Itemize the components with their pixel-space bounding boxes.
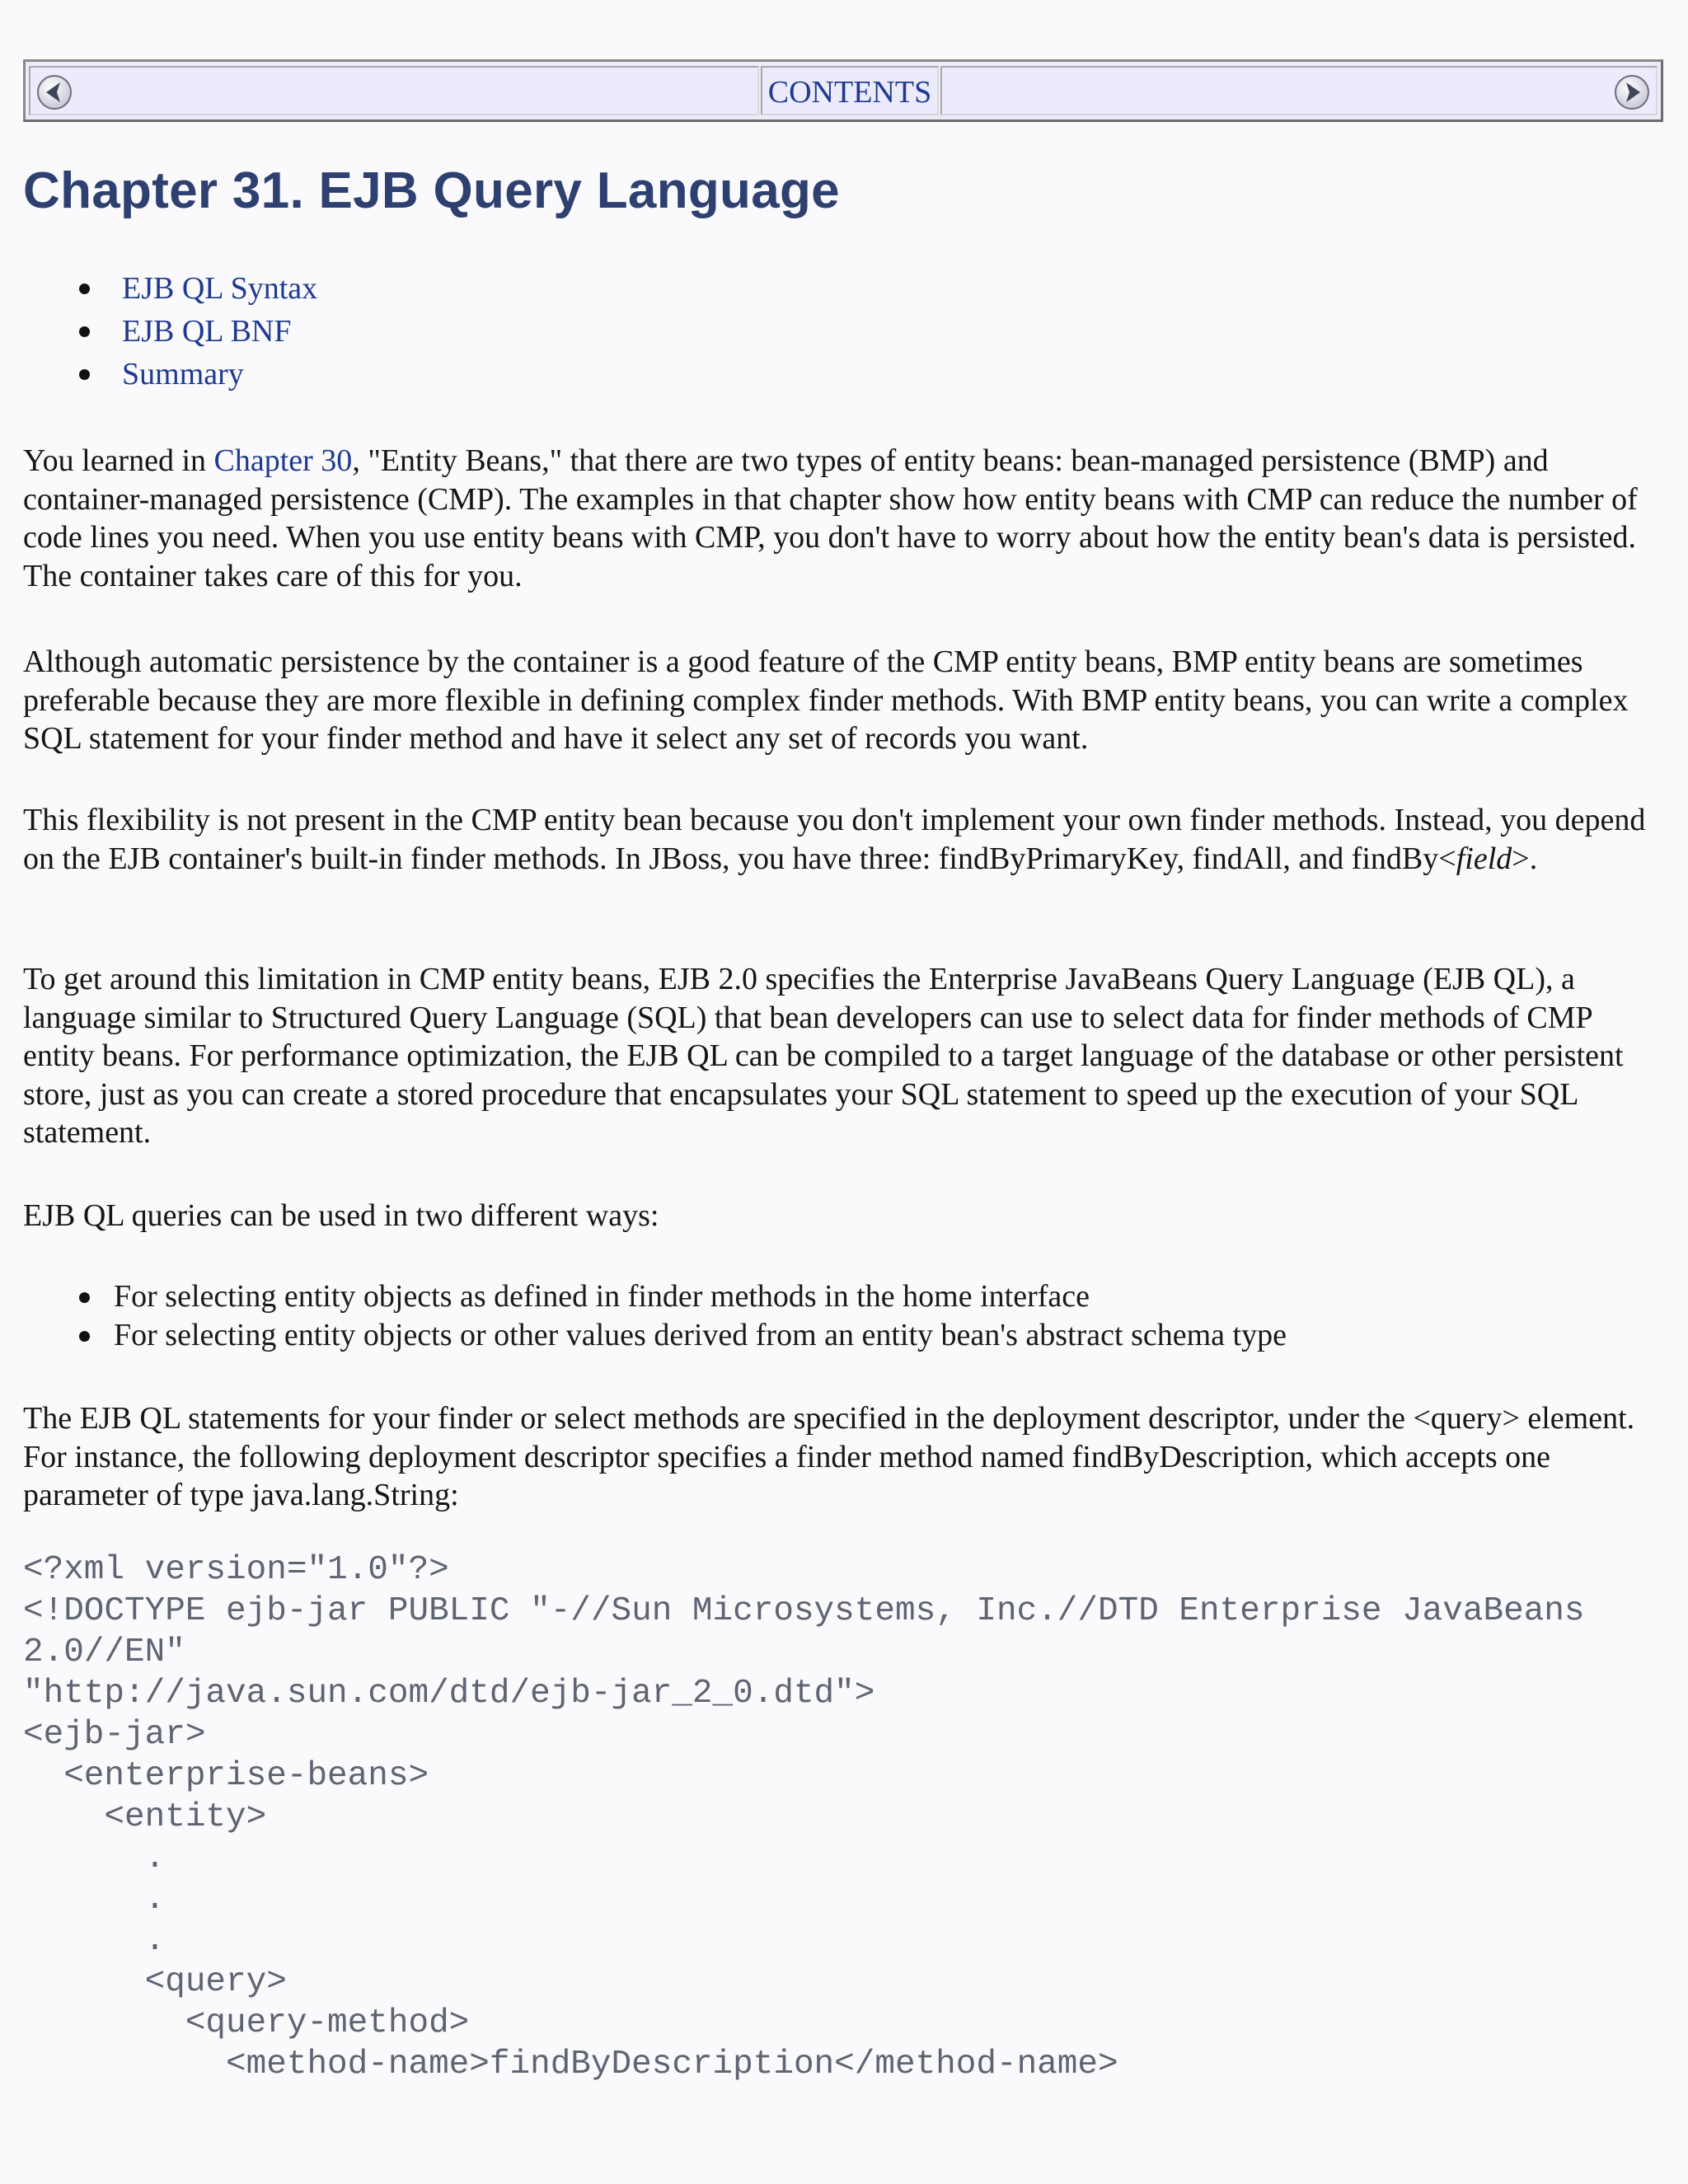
code-line: <method-name>findByDescription</method-name> [23,2046,1118,2083]
list-item-text: For selecting entity objects as defined in finder methods in the home interface [114,1279,1090,1314]
code-line: "http://java.sun.com/dtd/ejb-jar_2_0.dtd"> [23,1675,875,1713]
chapter-title: Chapter 31. EJB Query Language [23,162,840,219]
code-line: <query> [23,1963,287,2001]
code-block [23,1549,1585,2085]
paragraph-ways-intro: EJB QL queries can be used in two different ways: [23,1198,659,1233]
paragraph-text: , "Entity Beans," that there are two types of entity beans: bean-managed persistence (BMP) and container-managed persistence (CMP). The examples in that chapter show how entity beans with CMP can reduce the number of code lines you need. When you use entity beans with CMP, you don't have to worry about how the entity bean's data is persisted. The container takes care of this for you. [23,443,1638,593]
nav-contents-cell [761,66,939,115]
code-line: <ejb-jar> [23,1716,206,1754]
bullet [79,1292,90,1303]
paragraph-flexibility [23,801,1665,878]
right-arrow-icon[interactable] [1613,73,1651,111]
bullet [79,369,90,380]
toc-link-ejb-ql-syntax[interactable]: EJB QL Syntax [122,271,318,306]
navigation-bar [23,59,1663,122]
list-item-text: For selecting entity objects or other values derived from an entity bean's abstract schema type [114,1318,1287,1352]
bullet [79,284,90,294]
paragraph-intro [23,442,1665,595]
paragraph-text: This flexibility is not present in the CMP entity bean because you don't implement your own finder methods. Instead, you depend on the EJB container's built-in finder methods. In JBoss, you have three: findByPrimaryKey, findAll, and findBy< [23,803,1646,876]
nav-prev-cell [29,66,759,115]
paragraph-bmp: Although automatic persistence by the container is a good feature of the CMP entity beans, BMP entity beans are sometimes preferable because they are more flexible in defining complex finder methods. With BMP entity beans, you can write a complex SQL statement for your finder method and have it select any set of records you want. [23,644,1629,756]
code-line: . [23,1840,166,1877]
code-line: <enterprise-beans> [23,1757,429,1795]
paragraph-text: >. [1512,841,1538,876]
toc-link-summary[interactable]: Summary [122,357,244,391]
code-line: <query-method> [23,2004,470,2042]
code-line: <?xml version="1.0"?> [23,1551,449,1589]
code-line: . [23,1922,166,1960]
nav-next-cell [940,66,1658,115]
paragraph-ejb-ql: To get around this limitation in CMP entity beans, EJB 2.0 specifies the Enterprise JavaBeans Query Language (EJB QL), a language similar to Structured Query Language (SQL) that bean developers can use to select data for finder methods of CMP entity beans. For performance optimization, the EJB QL can be compiled to a target language of the database or other persistent store, just as you can create a stored procedure that encapsulates your SQL statement to speed up the execution of your SQL statement. [23,962,1624,1150]
code-line: <!DOCTYPE ejb-jar PUBLIC "-//Sun Microsystems, Inc.//DTD Enterprise JavaBeans [23,1592,1585,1630]
code-line: <entity> [23,1798,267,1836]
toc-link-ejb-ql-bnf[interactable]: EJB QL BNF [122,314,292,349]
left-arrow-icon[interactable] [35,73,73,111]
code-line: . [23,1881,166,1919]
code-line: 2.0//EN" [23,1633,185,1671]
paragraph-text: You learned in [23,443,214,478]
chapter-30-link[interactable]: Chapter 30 [213,443,353,478]
field-italic: field [1456,841,1512,876]
contents-link[interactable]: CONTENTS [767,75,932,110]
bullet [79,326,90,337]
paragraph-deployment: The EJB QL statements for your finder or select methods are specified in the deployment descriptor, under the <query> element. For instance, the following deployment descriptor specifies a finder method named findByDescription, which accepts one parameter of type java.lang.String: [23,1401,1635,1512]
bullet [79,1331,90,1342]
